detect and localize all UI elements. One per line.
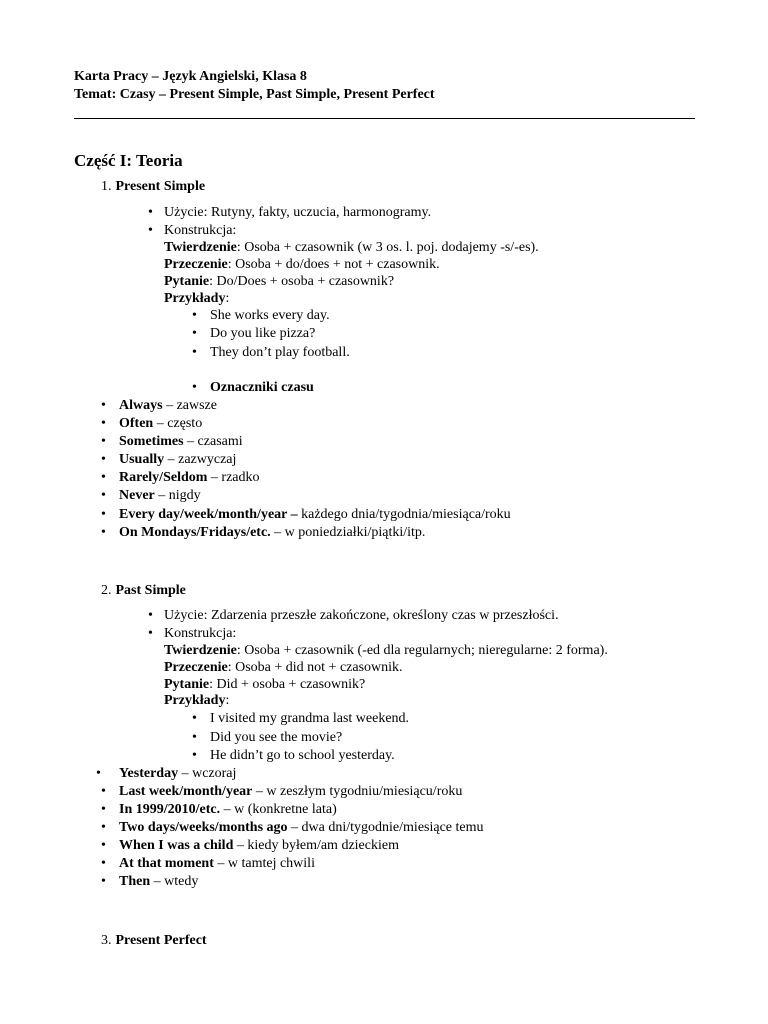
examples-line [164, 290, 229, 308]
marker-term: Usually [119, 452, 165, 467]
marker-term: Last week/month/year [119, 784, 253, 799]
bullet-icon: • [192, 711, 197, 726]
example-text: They don’t play football. [210, 345, 350, 360]
bullet-icon: • [101, 784, 106, 799]
bullet-icon: • [192, 748, 197, 763]
header-topic: Temat: Czasy – Present Simple, Past Simple, Present Perfect [74, 87, 435, 102]
marker-term: Yesterday [119, 766, 179, 781]
marker-meaning: – zazwyczaj [164, 452, 237, 467]
examples-colon: : [225, 291, 230, 306]
bullet-icon: • [101, 416, 106, 431]
negative-line [164, 659, 403, 677]
part-title: Część I: Teoria [74, 151, 183, 170]
bullet-icon: • [192, 308, 197, 323]
marker-term: Never [119, 488, 155, 503]
example-text: She works every day. [210, 308, 330, 323]
bullet-icon: • [101, 856, 106, 871]
marker-meaning: – dwa dni/tygodnie/miesiące temu [287, 820, 484, 835]
bullet-icon: • [101, 488, 106, 503]
examples-colon: : [225, 693, 230, 708]
bullet-icon: • [101, 434, 106, 449]
marker-term: Two days/weeks/months ago [119, 820, 288, 835]
bullet-icon: • [101, 802, 106, 817]
negative-line [164, 256, 440, 274]
section-heading-present-simple [101, 178, 205, 196]
example-text: I visited my grandma last weekend. [210, 711, 410, 726]
marker-meaning: – w poniedziałki/piątki/itp. [270, 525, 426, 540]
header-title: Karta Pracy – Język Angielski, Klasa 8 [74, 69, 307, 84]
marker-meaning: – rzadko [207, 470, 260, 485]
section-title: Past Simple [115, 583, 186, 598]
marker-meaning: – zawsze [162, 398, 217, 413]
construction-label: Konstrukcja: [164, 223, 237, 238]
marker-term: When I was a child [119, 838, 234, 853]
section-title: Present Perfect [115, 933, 207, 948]
affirmative-line [164, 642, 608, 660]
marker-meaning: – wtedy [150, 874, 199, 889]
examples-label: Przykłady [164, 693, 226, 708]
bullet-icon: • [101, 838, 106, 853]
negative-text: : Osoba + do/does + not + czasownik. [227, 257, 440, 272]
bullet-icon: • [101, 507, 106, 522]
marker-meaning: – w zeszłym tygodniu/miesiącu/roku [252, 784, 463, 799]
negative-label: Przeczenie [164, 257, 228, 272]
marker-term: Often [119, 416, 154, 431]
bullet-icon: • [148, 205, 153, 220]
bullet-icon: • [101, 525, 106, 540]
marker-meaning: – czasami [183, 434, 243, 449]
section-heading-past-simple [101, 582, 186, 600]
affirmative-label: Twierdzenie [164, 240, 237, 255]
bullet-icon: • [96, 766, 101, 781]
affirmative-line [164, 239, 539, 257]
marker-term: In 1999/2010/etc. [119, 802, 221, 817]
question-label: Pytanie [164, 677, 210, 692]
marker-meaning: – nigdy [154, 488, 201, 503]
example-text: Do you like pizza? [210, 326, 316, 341]
bullet-icon: • [101, 820, 106, 835]
marker-meaning: – często [153, 416, 203, 431]
bullet-icon: • [192, 730, 197, 745]
question-text: : Do/Does + osoba + czasownik? [209, 274, 395, 289]
bullet-icon: • [101, 452, 106, 467]
marker-meaning: – w (konkretne lata) [220, 802, 337, 817]
bullet-icon: • [192, 380, 197, 395]
bullet-icon: • [148, 223, 153, 238]
markers-label: Oznaczniki czasu [210, 380, 314, 395]
marker-term: Every day/week/month/year – [119, 507, 298, 522]
examples-label: Przykłady [164, 291, 226, 306]
marker-meaning: – w tamtej chwili [213, 856, 315, 871]
construction-label: Konstrukcja: [164, 626, 237, 641]
marker-term: On Mondays/Fridays/etc. [119, 525, 271, 540]
header-divider [74, 118, 695, 119]
bullet-icon: • [148, 608, 153, 623]
marker-meaning: każdego dnia/tygodnia/miesiąca/roku [297, 507, 511, 522]
marker-term: At that moment [119, 856, 214, 871]
section-number: 1. [101, 179, 112, 194]
negative-text: : Osoba + did not + czasownik. [227, 660, 403, 675]
marker-term: Rarely/Seldom [119, 470, 208, 485]
section-number: 3. [101, 933, 112, 948]
bullet-icon: • [192, 326, 197, 341]
section-title: Present Simple [115, 179, 206, 194]
marker-meaning: – wczoraj [178, 766, 237, 781]
marker-term: Then [119, 874, 151, 889]
bullet-icon: • [148, 626, 153, 641]
question-label: Pytanie [164, 274, 210, 289]
example-text: He didn’t go to school yesterday. [210, 748, 395, 763]
section-heading-present-perfect [101, 932, 207, 950]
affirmative-text: : Osoba + czasownik (w 3 os. l. poj. dodajemy -s/-es). [236, 240, 539, 255]
usage-text: Użycie: Rutyny, fakty, uczucia, harmonogramy. [164, 205, 432, 220]
bullet-icon: • [101, 470, 106, 485]
bullet-icon: • [192, 345, 197, 360]
bullet-icon: • [101, 874, 106, 889]
marker-term: Always [119, 398, 163, 413]
bullet-icon: • [101, 398, 106, 413]
affirmative-label: Twierdzenie [164, 643, 237, 658]
examples-line [164, 692, 229, 710]
question-text: : Did + osoba + czasownik? [209, 677, 366, 692]
example-text: Did you see the movie? [210, 730, 343, 745]
section-number: 2. [101, 583, 112, 598]
affirmative-text: : Osoba + czasownik (-ed dla regularnych; nieregularne: 2 forma). [236, 643, 608, 658]
question-line [164, 273, 394, 291]
usage-text: Użycie: Zdarzenia przeszłe zakończone, określony czas w przeszłości. [164, 608, 559, 623]
marker-meaning: – kiedy byłem/am dzieckiem [233, 838, 399, 853]
marker-term: Sometimes [119, 434, 184, 449]
negative-label: Przeczenie [164, 660, 228, 675]
